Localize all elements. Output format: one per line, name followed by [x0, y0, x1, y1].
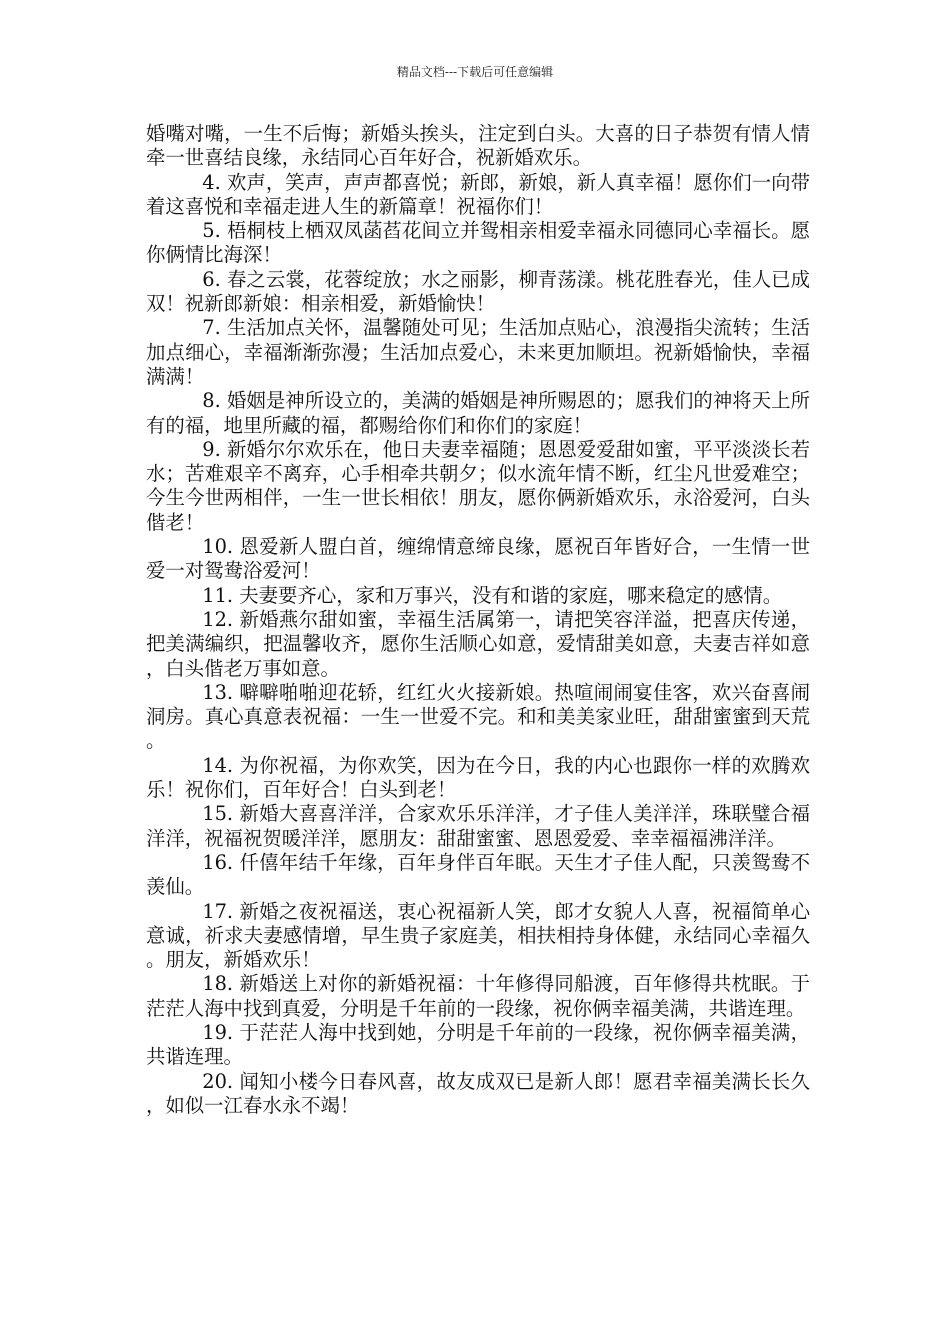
document-body — [146, 122, 810, 1118]
paragraph-item-18: 18. 新婚送上对你的新婚祝福：十年修得同船渡，百年修得共枕眠。于茫茫人海中找到真爱，分明是千年前的一段缘，祝你俩幸福美满，共谐连理。 — [146, 972, 810, 1020]
paragraph-item-11: 11. 夫妻要齐心，家和万事兴，没有和谐的家庭，哪来稳定的感情。 — [202, 583, 783, 607]
paragraph-item-15: 15. 新婚大喜喜洋洋，合家欢乐乐洋洋，才子佳人美洋洋，珠联璧合福洋洋，祝福祝贺暖洋洋，愿朋友：甜甜蜜蜜、恩恩爱爱、幸幸福福沸洋洋。 — [146, 802, 810, 850]
paragraph-item-4: 4. 欢声，笑声，声声都喜悦；新郎，新娘，新人真幸福！愿你们一向带着这喜悦和幸福走进人生的新篇章！祝福你们！ — [146, 170, 810, 218]
page-header: 精品文档---下载后可任意编辑 — [396, 65, 554, 79]
paragraph-item-13: 13. 噼噼啪啪迎花轿，红红火火接新娘。热喧闹闹宴佳客，欢兴奋喜闹洞房。真心真意表祝福：一生一世爱不完。和和美美家业旺，甜甜蜜蜜到天荒。 — [146, 680, 810, 753]
paragraph-item-9: 9. 新婚尔尔欢乐在，他日夫妻幸福随；恩恩爱爱甜如蜜，平平淡淡长若水；苦难艰辛不离弃，心手相牵共朝夕；似水流年情不断，红尘凡世爱难空；今生今世两相伴，一生一世长相依！朋友，愿你俩新婚欢乐，永浴爱河，白头偕老！ — [146, 437, 810, 534]
paragraph-item-5: 5. 梧桐枝上栖双凤菡萏花间立并鸳相亲相爱幸福永同德同心幸福长。愿你俩情比海深！ — [146, 219, 810, 267]
paragraph-item-10: 10. 恩爱新人盟白首，缠绵情意缔良缘，愿祝百年皆好合，一生情一世爱一对鸳鸯浴爱河！ — [146, 535, 810, 583]
paragraph-item-7: 7. 生活加点关怀，温馨随处可见；生活加点贴心，浪漫指尖流转；生活加点细心，幸福渐渐弥漫；生活加点爱心，未来更加顺坦。祝新婚愉快，幸福满满！ — [146, 316, 810, 388]
paragraph-continuation: 婚嘴对嘴，一生不后悔；新婚头挨头，注定到白头。大喜的日子恭贺有情人情牵一世喜结良缘，永结同心百年好合，祝新婚欢乐。 — [146, 122, 810, 170]
paragraph-item-17: 17. 新婚之夜祝福送，衷心祝福新人笑，郎才女貌人人喜，祝福简单心意诚，祈求夫妻感情增，早生贵子家庭美，相扶相持身体健，永结同心幸福久。朋友，新婚欢乐！ — [146, 899, 810, 972]
paragraph-item-16: 16. 仟僖年结千年缘，百年身伴百年眠。天生才子佳人配，只羡鸳鸯不羡仙。 — [146, 850, 810, 899]
paragraph-item-6: 6. 春之云裳，花蓉绽放；水之丽影，柳青荡漾。桃花胜春光，佳人已成双！祝新郎新娘：相亲相爱，新婚愉快！ — [146, 267, 810, 316]
paragraph-item-8: 8. 婚姻是神所设立的，美满的婚姻是神所赐恩的；愿我们的神将天上所有的福，地里所藏的福，都赐给你们和你们的家庭！ — [146, 389, 810, 437]
paragraph-item-19: 19. 于茫茫人海中找到她，分明是千年前的一段缘，祝你俩幸福美满，共谐连理。 — [146, 1020, 810, 1069]
paragraph-item-14: 14. 为你祝福，为你欢笑，因为在今日，我的内心也跟你一样的欢腾欢乐！祝你们，百年好合！白头到老！ — [146, 753, 810, 802]
paragraph-item-12: 12. 新婚燕尔甜如蜜，幸福生活属第一，请把笑容洋溢，把喜庆传递，把美满编织，把温馨收齐，愿你生活顺心如意，爱情甜美如意，夫妻吉祥如意，白头偕老万事如意。 — [146, 607, 810, 680]
paragraph-item-20: 20. 闻知小楼今日春风喜，故友成双已是新人郎！愿君幸福美满长长久，如似一江春水永不竭！ — [146, 1069, 810, 1117]
